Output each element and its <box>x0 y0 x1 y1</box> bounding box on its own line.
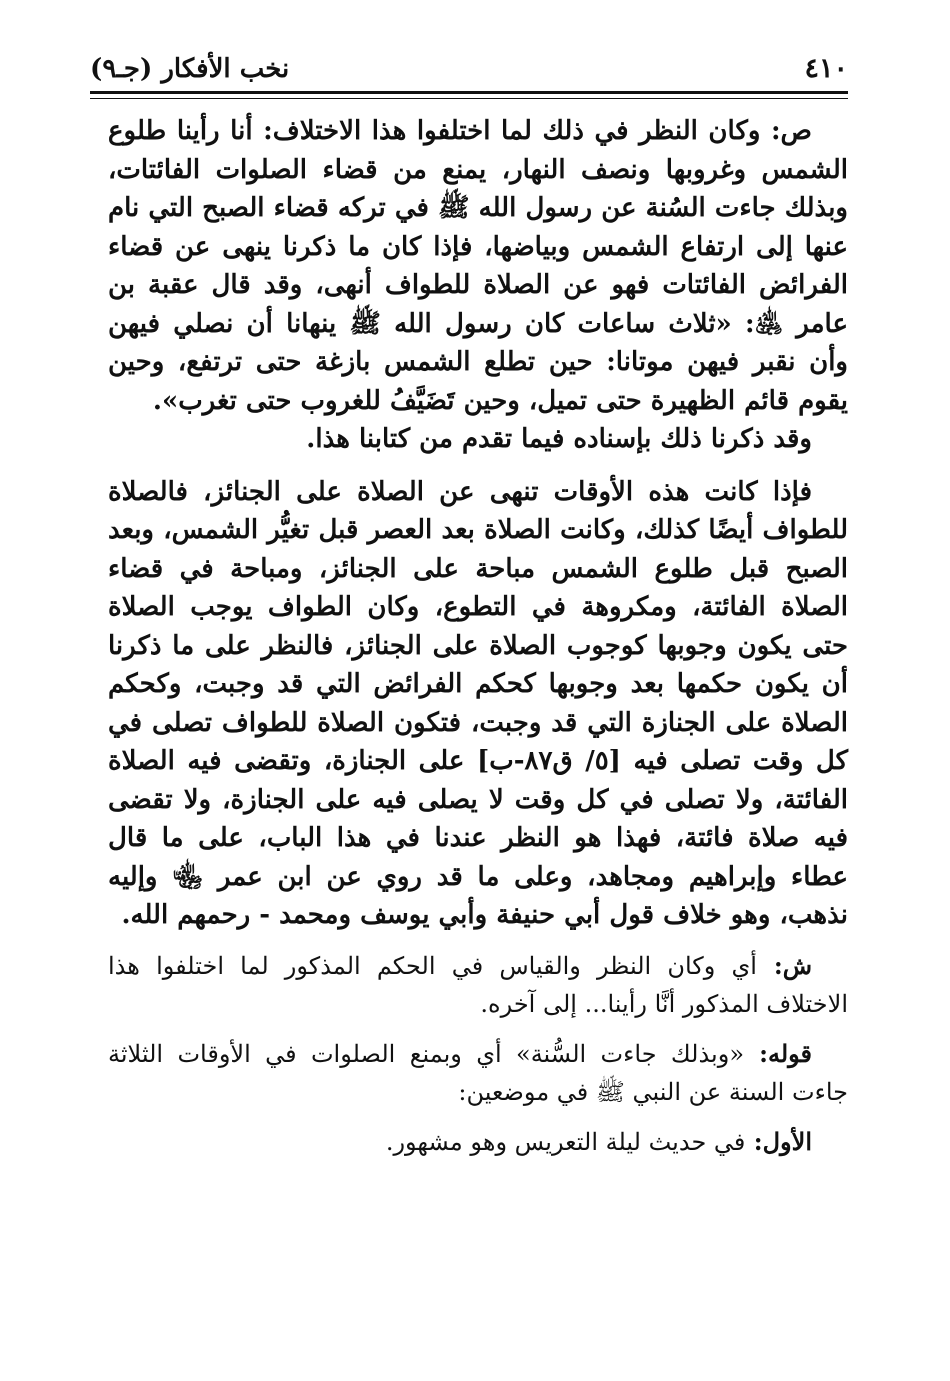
paragraph-text: وكان النظر في ذلك لما اختلفوا هذا الاختلاف: أنا رأينا طلوع الشمس وغروبها ونصف النهار، يمنع من قضاء الصلوات الفائتات، وبذلك جاءت السُنة عن رسول الله ﷺ في تركه قضاء الصبح التي نام عنها إلى ارتفاع الشمس وبياضها، فإذا كان ما ذكرنا ينهى عن قضاء الفرائض الفائتات فهو عن الصلاة للطواف أنهى، وقد قال عقبة بن عامر ﵁: «ثلاث ساعات كان رسول الله ﷺ ينهانا أن نصلي فيهن وأن نقبر فيهن موتانا: حين تطلع الشمس بازغة حتى ترتفع، وحين يقوم قائم الظهيرة حتى تميل، وحين تَضَيَّفُ للغروب حتى تغرب». <box>108 116 848 416</box>
matn-paragraph <box>108 420 848 459</box>
matn-paragraph <box>108 112 848 420</box>
sharh-paragraph <box>108 1123 848 1161</box>
matn-paragraph <box>108 473 848 935</box>
body-text <box>108 112 848 1161</box>
point-marker: الأول: <box>745 1126 812 1156</box>
page-header <box>90 50 848 90</box>
paragraph-text: أي وكان النظر والقياس في الحكم المذكور لما اختلفوا هذا الاختلاف المذكور أنَّا رأينا... إلى آخره. <box>108 951 848 1018</box>
page-number: ٤١٠ <box>804 53 848 84</box>
sharh-paragraph <box>108 947 848 1023</box>
matn-marker: ص: <box>760 116 812 146</box>
sharh-paragraph <box>108 1035 848 1111</box>
header-rule <box>90 91 848 94</box>
paragraph-text: «وبذلك جاءت السُّنة» أي وبمنع الصلوات في الأوقات الثلاثة جاءت السنة عن النبي ﷺ في موضعين: <box>108 1039 848 1106</box>
sharh-marker: ش: <box>756 950 812 980</box>
quote-marker: قوله: <box>744 1038 813 1068</box>
paragraph-text: وقد ذكرنا ذلك بإسناده فيما تقدم من كتابنا هذا. <box>306 424 812 454</box>
header-rule-thin <box>90 98 848 99</box>
book-title: نخب الأفكار (جـ٩) <box>90 54 290 84</box>
paragraph-text: في حديث ليلة التعريس وهو مشهور. <box>385 1127 746 1156</box>
paragraph-text: فإذا كانت هذه الأوقات تنهى عن الصلاة على الجنائز، فالصلاة للطواف أيضًا كذلك، وكانت الصلاة بعد العصر قبل تغيُّر الشمس، وبعد الصبح قبل طلوع الشمس مباحة على الجنائز، ومباحة في قضاء الصلاة الفائتة، ومكروهة في التطوع، وكان الطواف يوجب الصلاة حتى يكون وجوبها كوجوب الصلاة على الجنائز، فالنظر على ما ذكرنا أن يكون حكمها بعد وجوبها كحكم الفرائض التي قد وجبت، وكحكم الصلاة على الجنازة التي قد وجبت، فتكون الصلاة للطواف تصلى في كل وقت تصلى فيه [٥/ ق٨٧-ب] على الجنازة، وتقضى فيه الصلاة الفائتة، ولا تصلى في كل وقت لا يصلى فيه على الجنازة، ولا تقضى فيه صلاة فائتة، فهذا هو النظر عندنا في هذا الباب، على ما قال عطاء وإبراهيم ومجاهد، وعلى ما قد روي عن ابن عمر ﵄ وإليه نذهب، وهو خلاف قول أبي حنيفة وأبي يوسف ومحمد - رحمهم الله. <box>108 476 848 930</box>
